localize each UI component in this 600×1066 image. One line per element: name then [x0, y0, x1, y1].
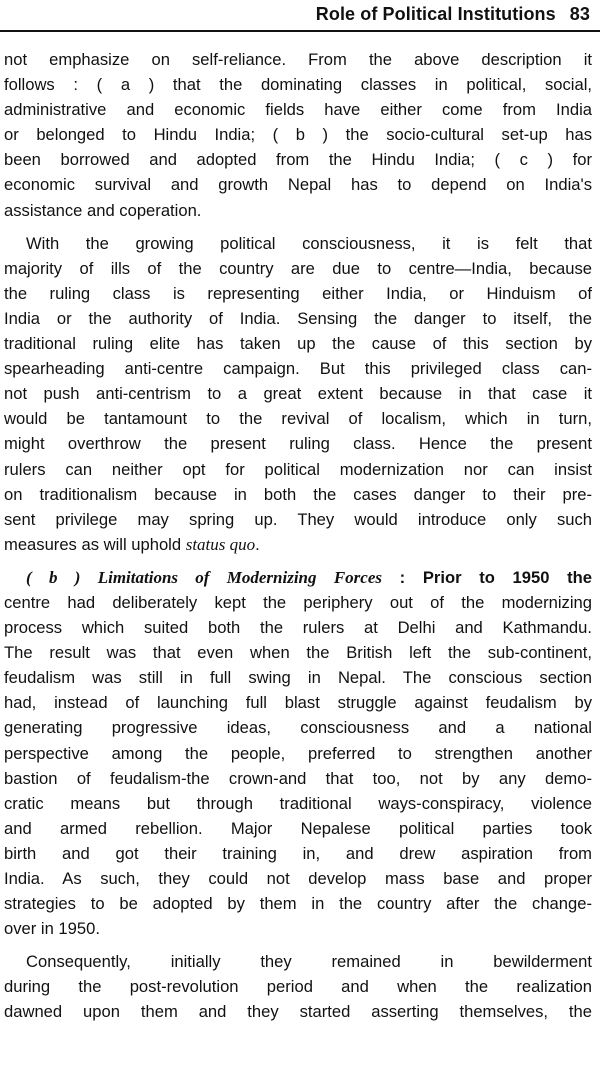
text-line: not emphasize on self-reliance. From the above description it	[4, 50, 592, 69]
text-line	[4, 532, 592, 557]
italic-term: status quo	[185, 534, 256, 554]
text-line: might overthrow the present ruling class. Hence the present	[4, 434, 592, 454]
text-line: generating progressive ideas, consciousness and a national	[4, 718, 592, 738]
text-line: majority of ills of the country are due to centre—India, because	[4, 258, 592, 278]
header-rule	[0, 30, 600, 32]
text-line: process which suited both the rulers at Delhi and Kathmandu.	[4, 618, 592, 638]
text-line: India or the authority of India. Sensing the danger to itself, the	[4, 308, 592, 328]
text-line: or belonged to Hindu India; ( b ) the socio-cultural set-up has	[4, 125, 592, 145]
text-span: measures as will uphold	[4, 534, 186, 554]
text-line: would be tantamount to the revival of localism, which in turn,	[4, 409, 592, 429]
paragraph-3	[4, 565, 592, 941]
text-line: spearheading anti-centre campaign. But this privileged class can-	[4, 359, 592, 379]
text-line: not push anti-centrism to a great extent because in that case it	[4, 384, 592, 404]
text-line: assistance and coperation.	[4, 200, 202, 220]
text-line: birth and got their training in, and drew aspiration from	[4, 843, 592, 863]
paragraph-4	[4, 949, 592, 1024]
text-span: .	[255, 534, 260, 554]
text-line	[4, 565, 592, 590]
text-line: over in 1950.	[4, 919, 100, 939]
text-line: Consequently, initially they remained in bewilderment	[26, 952, 592, 972]
text-line: centre had deliberately kept the periphery out of the modernizing	[4, 592, 592, 612]
text-line: and armed rebellion. Major Nepalese political parties took	[4, 818, 592, 838]
text-line: had, instead of launching full blast struggle against feudalism by	[4, 693, 592, 713]
text-line: With the growing political consciousness, it is felt that	[26, 233, 592, 253]
text-line: dawned upon them and they started asserting themselves, the	[4, 1002, 592, 1022]
text-span: : Prior to 1950 the	[381, 567, 592, 587]
text-line: perspective among the people, preferred to strengthen another	[4, 743, 592, 763]
text-line: follows : ( a ) that the dominating classes in political, social,	[4, 75, 592, 95]
page-number: 83	[569, 4, 590, 24]
text-line: strategies to be adopted by them in the country after the change-	[4, 894, 592, 914]
text-line: cratic means but through traditional ways-conspiracy, violence	[4, 793, 592, 813]
text-line: the ruling class is representing either India, or Hinduism of	[4, 283, 592, 303]
text-line: India. As such, they could not develop mass base and proper	[4, 869, 592, 888]
text-line: on traditionalism because in both the cases danger to their pre-	[4, 484, 592, 504]
text-line: traditional ruling elite has taken up the cause of this section by	[4, 334, 592, 354]
body-text	[4, 47, 592, 1025]
text-line: during the post-revolution period and when the realization	[4, 977, 592, 997]
paragraph-2	[4, 231, 592, 557]
running-head-title: Role of Political Institutions	[315, 4, 556, 24]
text-line: feudalism was still in full swing in Nepal. The conscious section	[4, 668, 592, 688]
text-line: been borrowed and adopted from the Hindu India; ( c ) for	[4, 150, 592, 170]
text-line: sent privilege may spring up. They would introduce only such	[4, 509, 592, 529]
text-line: administrative and economic fields have either come from India	[4, 100, 592, 120]
text-line: rulers can neither opt for political modernization nor can insist	[4, 459, 592, 479]
paragraph-1	[4, 47, 592, 223]
section-heading: ( b ) Limitations of Modernizing Forces	[26, 567, 382, 587]
text-line: The result was that even when the British left the sub-continent,	[4, 643, 592, 663]
text-line: economic survival and growth Nepal has to depend on India's	[4, 175, 592, 195]
text-line: bastion of feudalism-the crown-and that too, not by any demo-	[4, 768, 592, 788]
running-head	[316, 4, 590, 25]
